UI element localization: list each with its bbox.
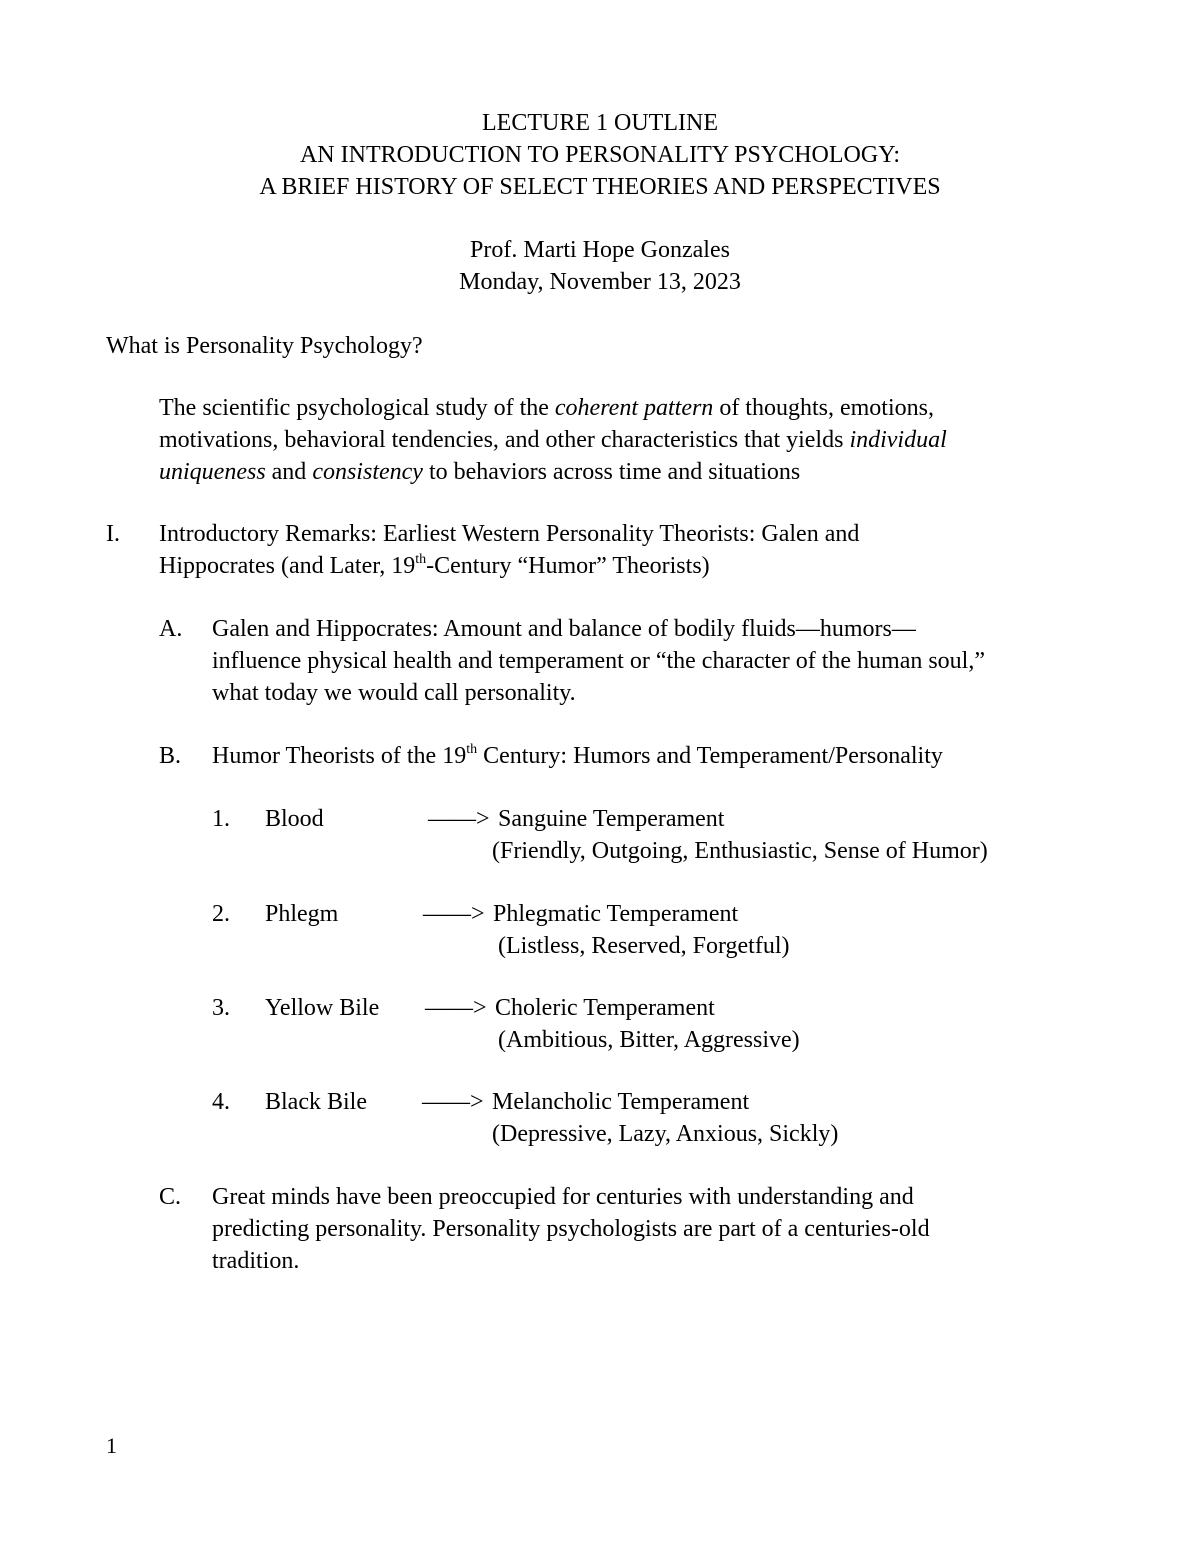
humor-name: Yellow Bile (265, 995, 380, 1021)
item-a-line-1: Galen and Hippocrates: Amount and balance of bodily fluids—humors— (212, 616, 916, 642)
temperament: Sanguine Temperament (498, 806, 725, 832)
section-heading-line-2: Hippocrates (and Later, 19th-Century “Humor” Theorists) (159, 552, 710, 579)
item-b-text: Humor Theorists of the 19th Century: Humors and Temperament/Personality (212, 742, 943, 769)
item-c-line-3: tradition. (212, 1248, 300, 1274)
definition-line-2: motivations, behavioral tendencies, and other characteristics that yields individual (159, 427, 947, 453)
arrow: ——> (422, 1089, 484, 1115)
course-subtitle: A BRIEF HISTORY OF SELECT THEORIES AND PERSPECTIVES (259, 174, 941, 200)
item-c-line-1: Great minds have been preoccupied for centuries with understanding and (212, 1184, 914, 1210)
humor-number: 2. (212, 901, 230, 927)
temperament-traits: (Depressive, Lazy, Anxious, Sickly) (492, 1121, 839, 1147)
item-b-label: B. (159, 743, 182, 769)
temperament-traits: (Ambitious, Bitter, Aggressive) (498, 1027, 800, 1053)
humor-number: 1. (212, 806, 230, 832)
item-a-line-3: what today we would call personality. (212, 680, 576, 706)
temperament-traits: (Friendly, Outgoing, Enthusiastic, Sense of Humor) (492, 838, 988, 864)
section-heading-line-1: Introductory Remarks: Earliest Western Personality Theorists: Galen and (159, 521, 860, 547)
arrow: ——> (423, 901, 485, 927)
course-title: AN INTRODUCTION TO PERSONALITY PSYCHOLOGY: (299, 142, 901, 168)
humor-number: 4. (212, 1089, 230, 1115)
date: Monday, November 13, 2023 (459, 269, 741, 295)
humor-number: 3. (212, 995, 230, 1021)
item-c-label: C. (159, 1184, 182, 1210)
section-number: I. (106, 521, 120, 547)
temperament: Melancholic Temperament (492, 1089, 750, 1115)
humor-name: Blood (265, 806, 324, 832)
author: Prof. Marti Hope Gonzales (470, 237, 730, 263)
page-number: 1 (106, 1433, 117, 1458)
humor-name: Black Bile (265, 1089, 367, 1115)
item-a-label: A. (159, 616, 183, 642)
definition-line-3: uniqueness and consistency to behaviors across time and situations (159, 459, 801, 485)
arrow: ——> (428, 806, 490, 832)
question-heading: What is Personality Psychology? (106, 333, 423, 359)
arrow: ——> (425, 995, 487, 1021)
item-c-line-2: predicting personality. Personality psychologists are part of a centuries-old (212, 1216, 930, 1242)
temperament: Choleric Temperament (495, 995, 715, 1021)
temperament: Phlegmatic Temperament (493, 901, 739, 927)
definition-line-1: The scientific psychological study of the coherent pattern of thoughts, emotions, (159, 395, 934, 421)
temperament-traits: (Listless, Reserved, Forgetful) (498, 933, 790, 959)
lecture-title: LECTURE 1 OUTLINE (482, 110, 718, 136)
item-a-line-2: influence physical health and temperament or “the character of the human soul,” (212, 648, 986, 674)
humor-name: Phlegm (265, 901, 339, 927)
